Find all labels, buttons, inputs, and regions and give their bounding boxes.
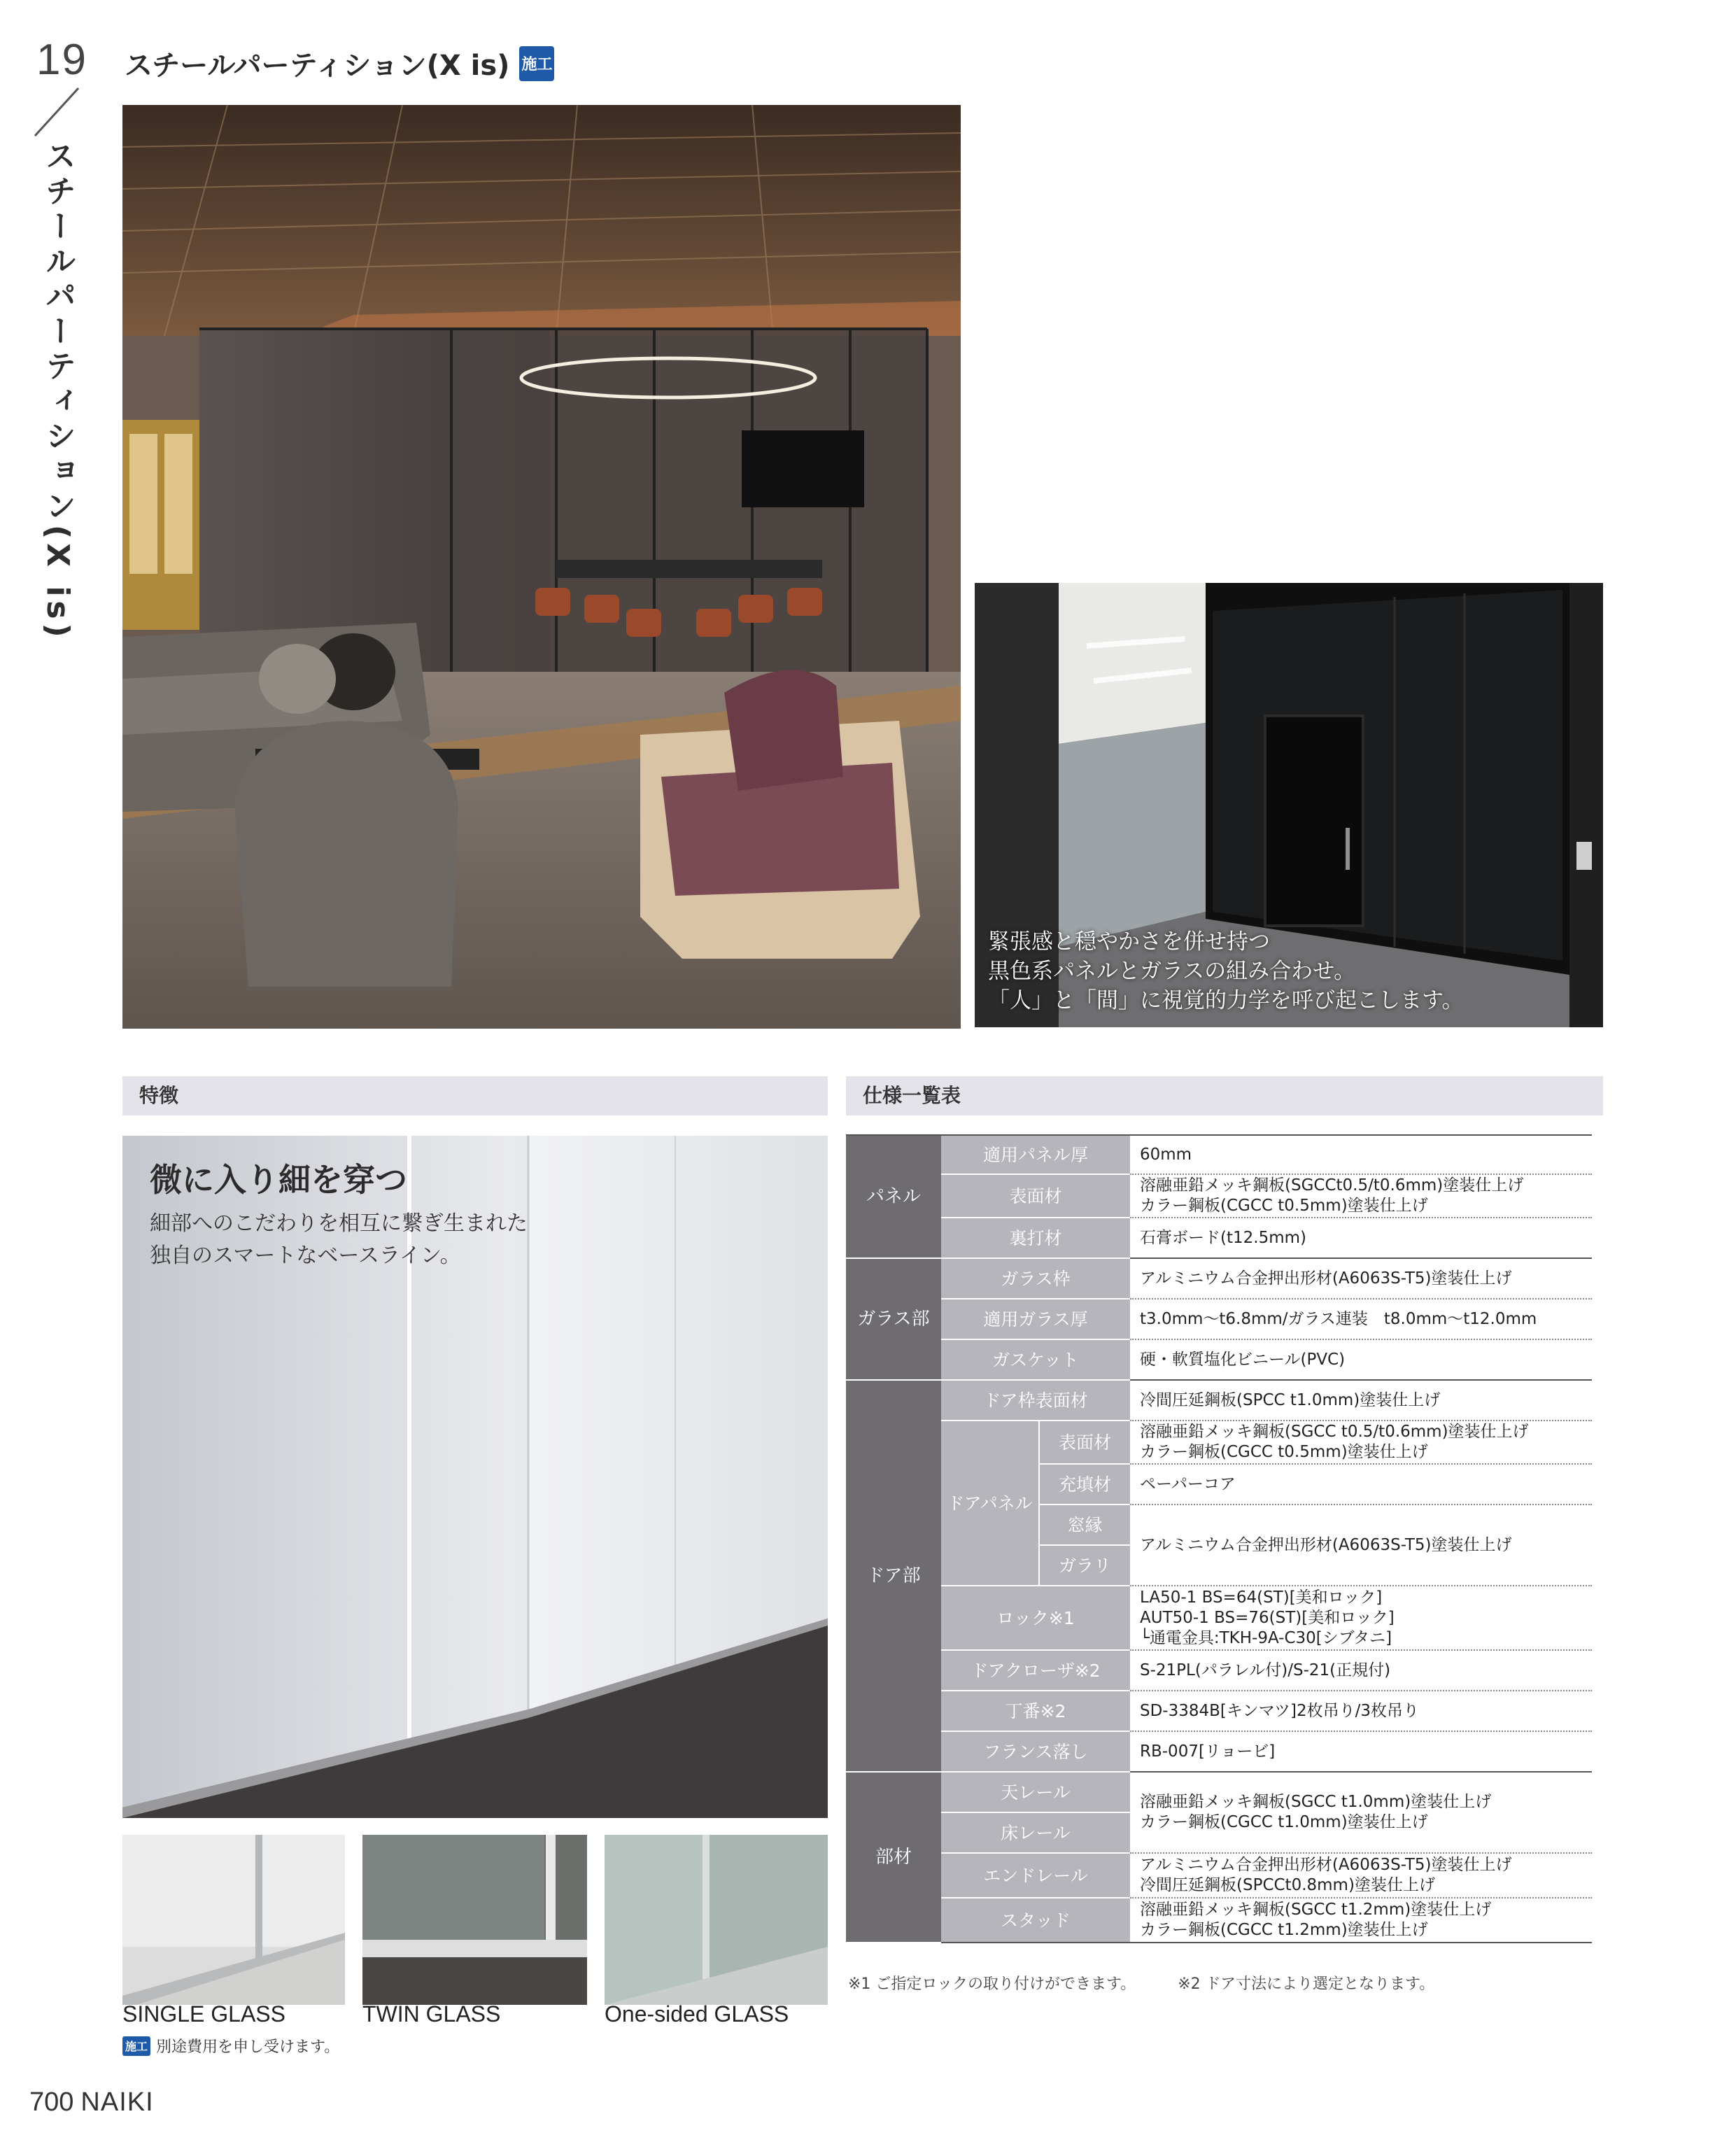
brand-name: NAIKI <box>80 2087 154 2117</box>
spec-item: ガラリ <box>1039 1545 1130 1586</box>
feature-description-line: 独自のスマートなベースライン。 <box>150 1243 461 1268</box>
chapter-vertical-label: スチールパーティション(X is) <box>40 140 76 642</box>
spec-value-line: └通電金具:TKH-9A-C30[シブタニ] <box>1140 1628 1392 1647</box>
chapter-number: 19 <box>36 36 87 84</box>
spec-value: t3.0mm〜t6.8mm/ガラス連装 t8.0mm〜t12.0mm <box>1130 1299 1592 1339</box>
spec-value-line: LA50-1 BS=64(ST)[美和ロック] <box>1140 1588 1383 1607</box>
chapter-slash-divider <box>29 84 85 140</box>
single-glass-label: SINGLE GLASS <box>122 2001 285 2027</box>
spec-value-line: AUT50-1 BS=76(ST)[美和ロック] <box>1140 1608 1395 1627</box>
spec-value <box>1130 1898 1592 1943</box>
table-row <box>846 1218 1592 1258</box>
spec-item: 床レール <box>941 1812 1130 1853</box>
category-glass: ガラス部 <box>846 1258 941 1380</box>
spec-value <box>1130 1421 1592 1464</box>
single-glass-photo <box>122 1835 345 2005</box>
spec-value: RB-007[リョービ] <box>1130 1731 1592 1772</box>
spec-value-line: カラー鋼板(CGCC t1.2mm)塗装仕上げ <box>1140 1921 1428 1939</box>
spec-item: エンドレール <box>941 1853 1130 1898</box>
construction-note-text: 別途費用を申し受けます。 <box>156 2038 340 2056</box>
page-title-text: スチールパーティション(X is) <box>125 50 510 82</box>
spec-value-line: 溶融亜鉛メッキ鋼板(SGCC t0.5/t0.6mm)塗装仕上げ <box>1140 1423 1529 1441</box>
spec-value <box>1130 1772 1592 1853</box>
spec-item: 窓縁 <box>1039 1505 1130 1545</box>
spec-item: フランス落し <box>941 1731 1130 1772</box>
table-row <box>846 1258 1592 1299</box>
table-row <box>846 1650 1592 1691</box>
spec-value-line: 溶融亜鉛メッキ鋼板(SGCCt0.5/t0.6mm)塗装仕上げ <box>1140 1176 1524 1195</box>
hero-photo <box>122 105 961 1029</box>
spec-value <box>1130 1586 1592 1650</box>
feature-description-line: 細部へのこだわりを相互に繋ぎ生まれた <box>150 1211 528 1236</box>
table-row <box>846 1339 1592 1380</box>
spec-value: ペーパーコア <box>1130 1464 1592 1505</box>
spec-value: 冷間圧延鋼板(SPCC t1.0mm)塗装仕上げ <box>1130 1380 1592 1421</box>
twin-glass-photo <box>362 1835 587 2005</box>
spec-item: 裏打材 <box>941 1218 1130 1258</box>
spec-section-heading: 仕様一覧表 <box>846 1076 1603 1115</box>
spec-value: S-21PL(パラレル付)/S-21(正規付) <box>1130 1650 1592 1691</box>
photo-caption <box>988 927 1590 1015</box>
one-sided-glass-photo <box>605 1835 828 2005</box>
spec-item: 表面材 <box>1039 1421 1130 1464</box>
table-row <box>846 1421 1592 1464</box>
table-row <box>846 1299 1592 1339</box>
spec-value-line: 溶融亜鉛メッキ鋼板(SGCC t1.2mm)塗装仕上げ <box>1140 1901 1492 1919</box>
caption-line: 「人」と「間」に視覚的力学を呼び起こします。 <box>988 988 1464 1013</box>
spec-value-line: カラー鋼板(CGCC t0.5mm)塗装仕上げ <box>1140 1197 1428 1215</box>
table-row <box>846 1174 1592 1218</box>
construction-note <box>122 2035 339 2057</box>
spec-table <box>846 1134 1592 1943</box>
footnote: ※2 ドア寸法により選定となります。 <box>1178 1975 1435 1993</box>
table-row <box>846 1772 1592 1812</box>
spec-value: 石膏ボード(t12.5mm) <box>1130 1218 1592 1258</box>
footnote: ※1 ご指定ロックの取り付けができます。 <box>848 1975 1136 1993</box>
feature-title: 微に入り細を穿つ <box>150 1161 407 1199</box>
table-row <box>846 1135 1592 1174</box>
feature-description <box>150 1208 528 1272</box>
spec-item: ガスケット <box>941 1339 1130 1380</box>
spec-value <box>1130 1174 1592 1218</box>
page-footer <box>29 2087 154 2118</box>
spec-item: ドア枠表面材 <box>941 1380 1130 1421</box>
spec-item: 適用ガラス厚 <box>941 1299 1130 1339</box>
spec-value: SD-3384B[キンマツ]2枚吊り/3枚吊り <box>1130 1691 1592 1731</box>
spec-item: ガラス枠 <box>941 1258 1130 1299</box>
table-row <box>846 1380 1592 1421</box>
spec-value-line: 冷間圧延鋼板(SPCCt0.8mm)塗装仕上げ <box>1140 1876 1435 1894</box>
spec-value-line: カラー鋼板(CGCC t0.5mm)塗装仕上げ <box>1140 1443 1428 1461</box>
page-title <box>125 43 554 83</box>
category-door: ドア部 <box>846 1380 941 1772</box>
table-row <box>846 1898 1592 1943</box>
spec-value: 60mm <box>1130 1135 1592 1174</box>
table-row <box>846 1586 1592 1650</box>
spec-item: ロック※1 <box>941 1586 1130 1650</box>
feature-section-heading: 特徴 <box>122 1076 828 1115</box>
one-sided-glass-label: One-sided GLASS <box>605 2001 789 2027</box>
table-row <box>846 1691 1592 1731</box>
spec-item: スタッド <box>941 1898 1130 1943</box>
spec-value-line: アルミニウム合金押出形材(A6063S-T5)塗装仕上げ <box>1140 1856 1512 1874</box>
door-panel-group: ドアパネル <box>941 1421 1039 1586</box>
category-parts: 部材 <box>846 1772 941 1943</box>
page-number: 700 <box>29 2087 74 2117</box>
spec-value: アルミニウム合金押出形材(A6063S-T5)塗装仕上げ <box>1130 1505 1592 1586</box>
twin-glass-label: TWIN GLASS <box>362 2001 501 2027</box>
caption-line: 緊張感と穏やかさを併せ持つ <box>988 929 1270 954</box>
table-row <box>846 1731 1592 1772</box>
table-row <box>846 1853 1592 1898</box>
spec-footnotes <box>848 1972 1434 1994</box>
spec-value <box>1130 1853 1592 1898</box>
hero-illustration <box>122 105 961 1029</box>
spec-item: 丁番※2 <box>941 1691 1130 1731</box>
construction-badge-icon: 施工 <box>122 2036 150 2056</box>
spec-item: 天レール <box>941 1772 1130 1812</box>
spec-item: ドアクローザ※2 <box>941 1650 1130 1691</box>
spec-item: 表面材 <box>941 1174 1130 1218</box>
caption-line: 黒色系パネルとガラスの組み合わせ。 <box>988 959 1356 984</box>
spec-value-line: 溶融亜鉛メッキ鋼板(SGCC t1.0mm)塗装仕上げ <box>1140 1793 1492 1811</box>
spec-value: アルミニウム合金押出形材(A6063S-T5)塗装仕上げ <box>1130 1258 1592 1299</box>
spec-item: 適用パネル厚 <box>941 1135 1130 1174</box>
construction-badge-icon: 施工 <box>519 46 554 81</box>
spec-value-line: カラー鋼板(CGCC t1.0mm)塗装仕上げ <box>1140 1813 1428 1831</box>
category-panel: パネル <box>846 1135 941 1258</box>
spec-item: 充填材 <box>1039 1464 1130 1505</box>
spec-value: 硬・軟質塩化ビニール(PVC) <box>1130 1339 1592 1380</box>
